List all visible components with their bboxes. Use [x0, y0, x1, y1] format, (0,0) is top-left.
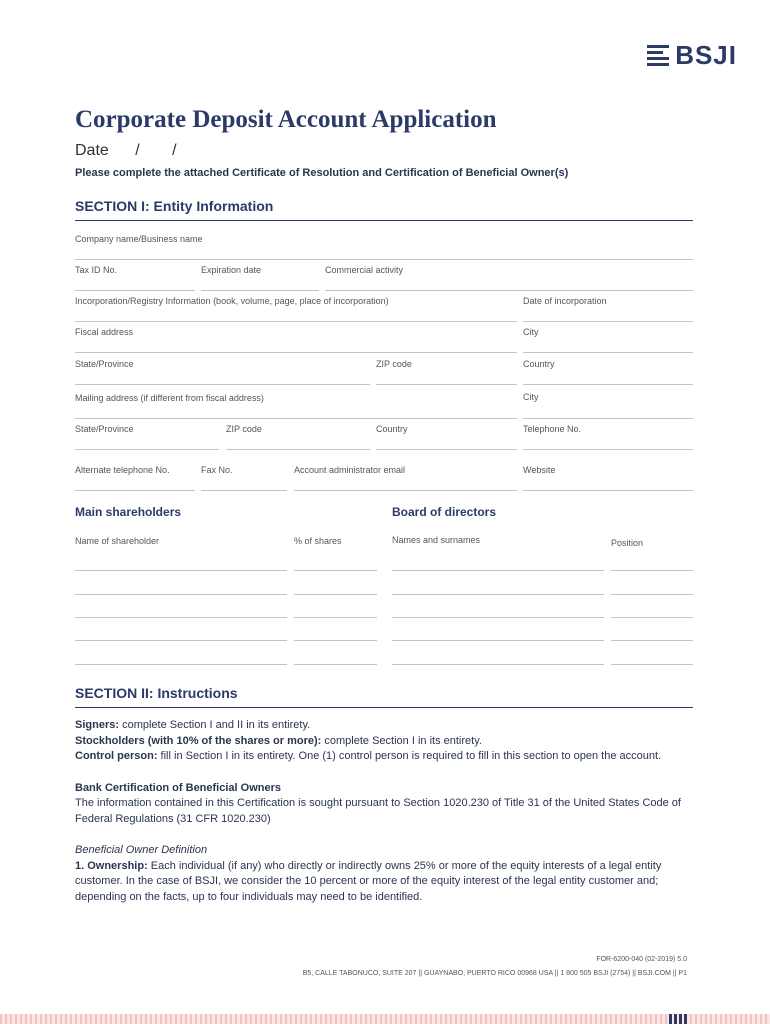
instructions-body — [75, 718, 705, 905]
director-position-line[interactable] — [611, 640, 693, 641]
shares-percent-col: % of shares — [294, 536, 342, 546]
zip-code-field[interactable]: ZIP code — [376, 359, 517, 385]
shareholders-heading: Main shareholders — [75, 505, 182, 519]
fax-field[interactable]: Fax No. — [201, 465, 287, 491]
date-value: / / — [135, 142, 191, 159]
shareholder-name-col: Name of shareholder — [75, 536, 160, 546]
director-position-line[interactable] — [611, 594, 693, 595]
form-title: Corporate Deposit Account Application — [75, 106, 497, 133]
fiscal-address-field[interactable]: Fiscal address — [75, 327, 517, 353]
shares-percent-line[interactable] — [294, 617, 377, 618]
signers-line: Signers: complete Section I and II in its entirety. — [75, 719, 311, 731]
logo-wordmark: BSJI — [675, 40, 737, 70]
mailing-address-field[interactable]: Mailing address (if different from fiscal address) — [75, 393, 517, 419]
footer-logo-bars-icon — [669, 1014, 687, 1024]
telephone-field[interactable]: Telephone No. — [523, 424, 693, 450]
footer-address: B5, CALLE TABONUCO, SUITE 207 || GUAYNABO, PUERTO RICO 00968 USA || 1 800 505 BSJI (2754) || BSJI.COM || P1 — [302, 970, 687, 977]
shareholder-name-line[interactable] — [75, 570, 287, 571]
state-province-field[interactable]: State/Province — [75, 359, 370, 385]
director-names-col: Names and surnames — [392, 535, 481, 545]
shareholder-name-line[interactable] — [75, 594, 287, 595]
website-field[interactable]: Website — [523, 465, 693, 491]
director-position-line[interactable] — [611, 664, 693, 665]
director-name-line[interactable] — [392, 570, 604, 571]
bank-cert-heading: Bank Certification of Beneficial Owners — [75, 781, 281, 794]
decorative-band — [0, 1014, 770, 1024]
ownership-text: 1. Ownership: Each individual (if any) who directly or indirectly owns 25% or more of the equity interests of a legal entity customer. In the case of BSJI, we consider the 10 percent or more of the equity interest of the legal entity customer and; depending on the facts, up to four individuals may need to be identified. — [75, 859, 662, 903]
expiration-date-field[interactable]: Expiration date — [201, 265, 319, 291]
city-field[interactable]: City — [523, 327, 693, 353]
control-person-line: Control person: fill in Section I in its entirety. One (1) control person is required to fill in this section to open the account. — [75, 750, 662, 762]
date-label: Date — [75, 142, 109, 159]
director-name-line[interactable] — [392, 594, 604, 595]
director-name-line[interactable] — [392, 640, 604, 641]
section2-heading: SECTION II: Instructions — [75, 685, 238, 701]
director-name-line[interactable] — [392, 617, 604, 618]
mailing-state-field[interactable]: State/Province — [75, 424, 219, 450]
bsji-logo — [647, 40, 737, 71]
mailing-country-field[interactable]: Country — [376, 424, 517, 450]
mailing-zip-field[interactable]: ZIP code — [226, 424, 370, 450]
bo-definition: Beneficial Owner Definition — [75, 844, 208, 856]
shareholder-name-line[interactable] — [75, 640, 287, 641]
bank-cert-text: The information contained in this Certification is sought pursuant to Section 1020.230 of Title 31 of the United States Code of Federal Regulations (31 CFR 1020.230) — [75, 797, 681, 825]
director-name-line[interactable] — [392, 664, 604, 665]
incorporation-info-field[interactable]: Incorporation/Registry Information (book, volume, page, place of incorporation) — [75, 296, 517, 322]
tax-id-field[interactable]: Tax ID No. — [75, 265, 195, 291]
director-position-col: Position — [611, 538, 644, 548]
section1-rule — [75, 220, 693, 221]
section2-rule — [75, 707, 693, 708]
shares-percent-line[interactable] — [294, 640, 377, 641]
shares-percent-line[interactable] — [294, 594, 377, 595]
admin-email-field[interactable]: Account administrator email — [294, 465, 517, 491]
date-field[interactable] — [75, 142, 191, 160]
shareholder-name-line[interactable] — [75, 617, 287, 618]
stockholders-line: Stockholders (with 10% of the shares or more): complete Section I in its entirety. — [75, 734, 482, 747]
shares-percent-line[interactable] — [294, 664, 377, 665]
director-position-line[interactable] — [611, 570, 693, 571]
mailing-city-field[interactable]: City — [523, 392, 693, 418]
company-name-field[interactable]: Company name/Business name — [75, 234, 693, 260]
shareholder-name-line[interactable] — [75, 664, 287, 665]
attachment-instruction: Please complete the attached Certificate of Resolution and Certification of Beneficial Owner(s) — [75, 167, 569, 179]
country-field[interactable]: Country — [523, 359, 693, 385]
commercial-activity-field[interactable]: Commercial activity — [325, 265, 693, 291]
shares-percent-line[interactable] — [294, 570, 377, 571]
alt-telephone-field[interactable]: Alternate telephone No. — [75, 465, 195, 491]
board-heading: Board of directors — [392, 505, 497, 519]
director-position-line[interactable] — [611, 617, 693, 618]
section1-heading: SECTION I: Entity Information — [75, 198, 274, 214]
date-incorporation-field[interactable]: Date of incorporation — [523, 296, 693, 322]
form-code: FOR-6200-040 (02-2019) 5.0 — [596, 956, 687, 963]
logo-bars-icon — [647, 45, 669, 66]
